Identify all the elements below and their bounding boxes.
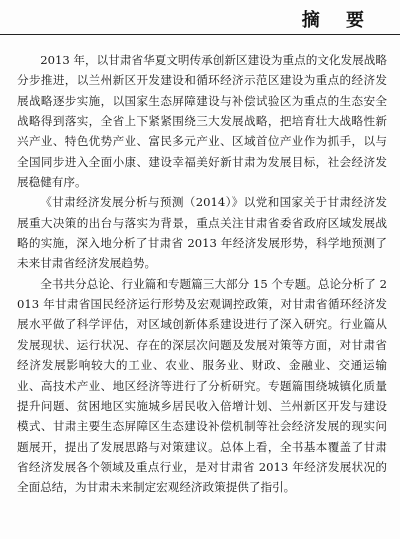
- paragraph-2: 《甘肃经济发展分析与预测（2014）》以党和国家关于甘肃经济发展重大决策的出台与落实为背景，重点关注甘肃省委省政府区域发展战略的实施，深入地分析了甘肃省 2013 年经济发展形势，科学地预测了未来甘肃省经济发展趋势。: [17, 195, 387, 271]
- page-title: 摘 要: [301, 10, 374, 31]
- header-rule: [0, 34, 400, 35]
- paragraph-1: 2013 年，以甘肃省华夏文明传承创新区建设为重点的文化发展战略分步推进，以兰州新区开发建设和循环经济示范区建设为重点的经济发展战略逐步实施，以国家生态屏障建设与补偿试验区为重点的生态安全战略得到落实，全省上下紧紧围绕三大发展战略，把培育壮大战略性新兴产业、特色优势产业、富民多元产业、区域首位产业作为抓手，以与全国同步进入全面小康、建设幸福美好新甘肃为发展目标，社会经济发展稳健有序。: [17, 53, 387, 190]
- abstract-body: [17, 50, 387, 498]
- paragraph-3: 全书共分总论、行业篇和专题篇三大部分 15 个专题。总论分析了 2013 年甘肃省国民经济运行形势及宏观调控政策，对甘肃省循环经济发展水平做了科学评估，对区域创新体系建设进行了深入研究。行业篇从发展现状、运行状况、存在的深层次问题及发展对策等方面，对甘肃省经济发展影响较大的工业、农业、服务业、财政、金融业、交通运输业、高技术产业、地区经济等进行了分析研究。专题篇围绕城镇化质量提升问题、贫困地区实施城乡居民收入倍增计划、兰州新区开发与建设模式、甘肃主要生态屏障区生态建设补偿机制等社会经济发展的现实问题展开，提出了发展思路与对策建议。总体上看，全书基本覆盖了甘肃省经济发展各个领域及重点行业，是对甘肃省 2013 年经济发展状况的全面总结，为甘肃未来制定宏观经济政策提供了指引。: [17, 276, 387, 495]
